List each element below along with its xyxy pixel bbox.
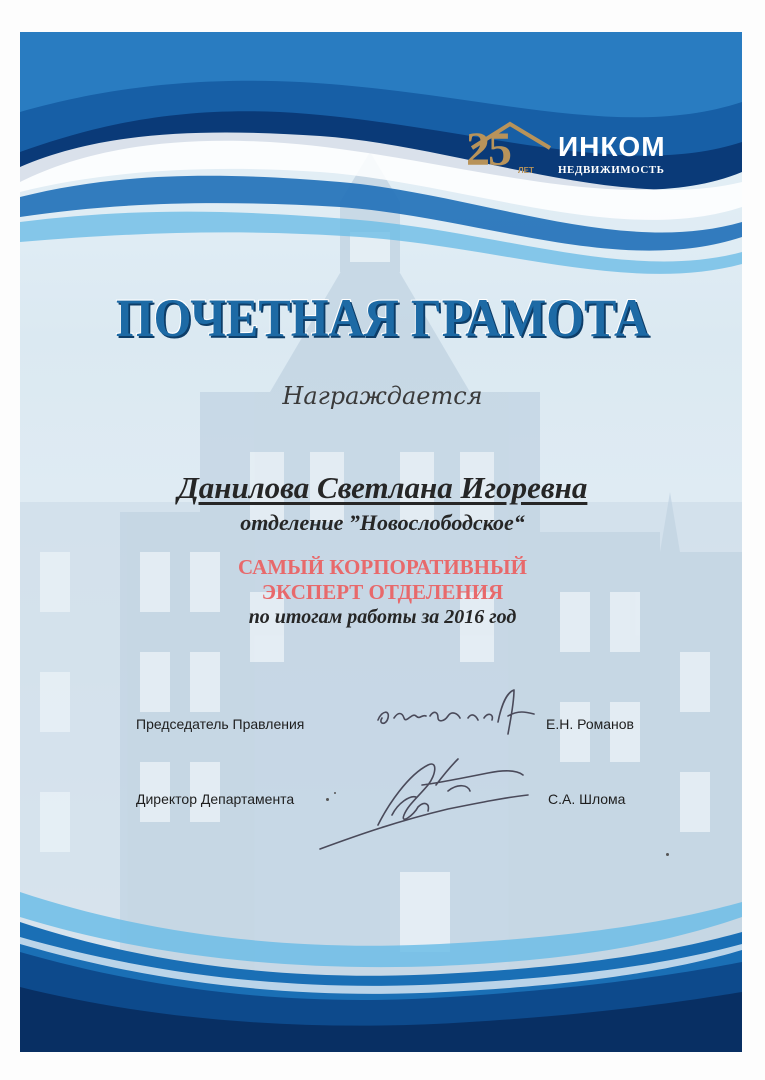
company-logo <box>466 124 706 184</box>
signatory-name: С.А. Шлома <box>548 791 626 807</box>
dust-speck <box>334 792 336 794</box>
signatory-role: Председатель Правления <box>136 716 305 732</box>
nomination-text <box>0 555 765 605</box>
bottom-wave-decoration <box>20 882 742 1052</box>
signatory-role: Директор Департамента <box>136 791 295 807</box>
handwritten-signature-chairman <box>368 682 558 742</box>
recipient-name: Данилова Светлана Игоревна <box>177 470 588 505</box>
nomination-line-1: САМЫЙ КОРПОРАТИВНЫЙ <box>238 555 527 579</box>
award-period: по итогам работы за 2016 год <box>248 606 517 628</box>
awarded-label: Награждается <box>282 382 483 410</box>
nomination-line-2: ЭКСПЕРТ ОТДЕЛЕНИЯ <box>261 580 504 604</box>
certificate-title: ПОЧЕТНАЯ ГРАМОТА <box>115 288 650 348</box>
certificate-sheet <box>20 32 742 1052</box>
anniversary-unit: ЛЕТ <box>518 166 534 175</box>
brand-name: ИНКОМ <box>558 131 666 162</box>
dust-speck <box>666 853 669 856</box>
dust-speck <box>326 798 329 801</box>
anniversary-number: 25 <box>466 123 510 176</box>
handwritten-signature-director <box>318 745 538 855</box>
recipient-department: отделение ”Новослободское“ <box>240 510 525 535</box>
signatory-name: Е.Н. Романов <box>546 716 634 732</box>
brand-subtitle: НЕДВИЖИМОСТЬ <box>558 164 665 176</box>
